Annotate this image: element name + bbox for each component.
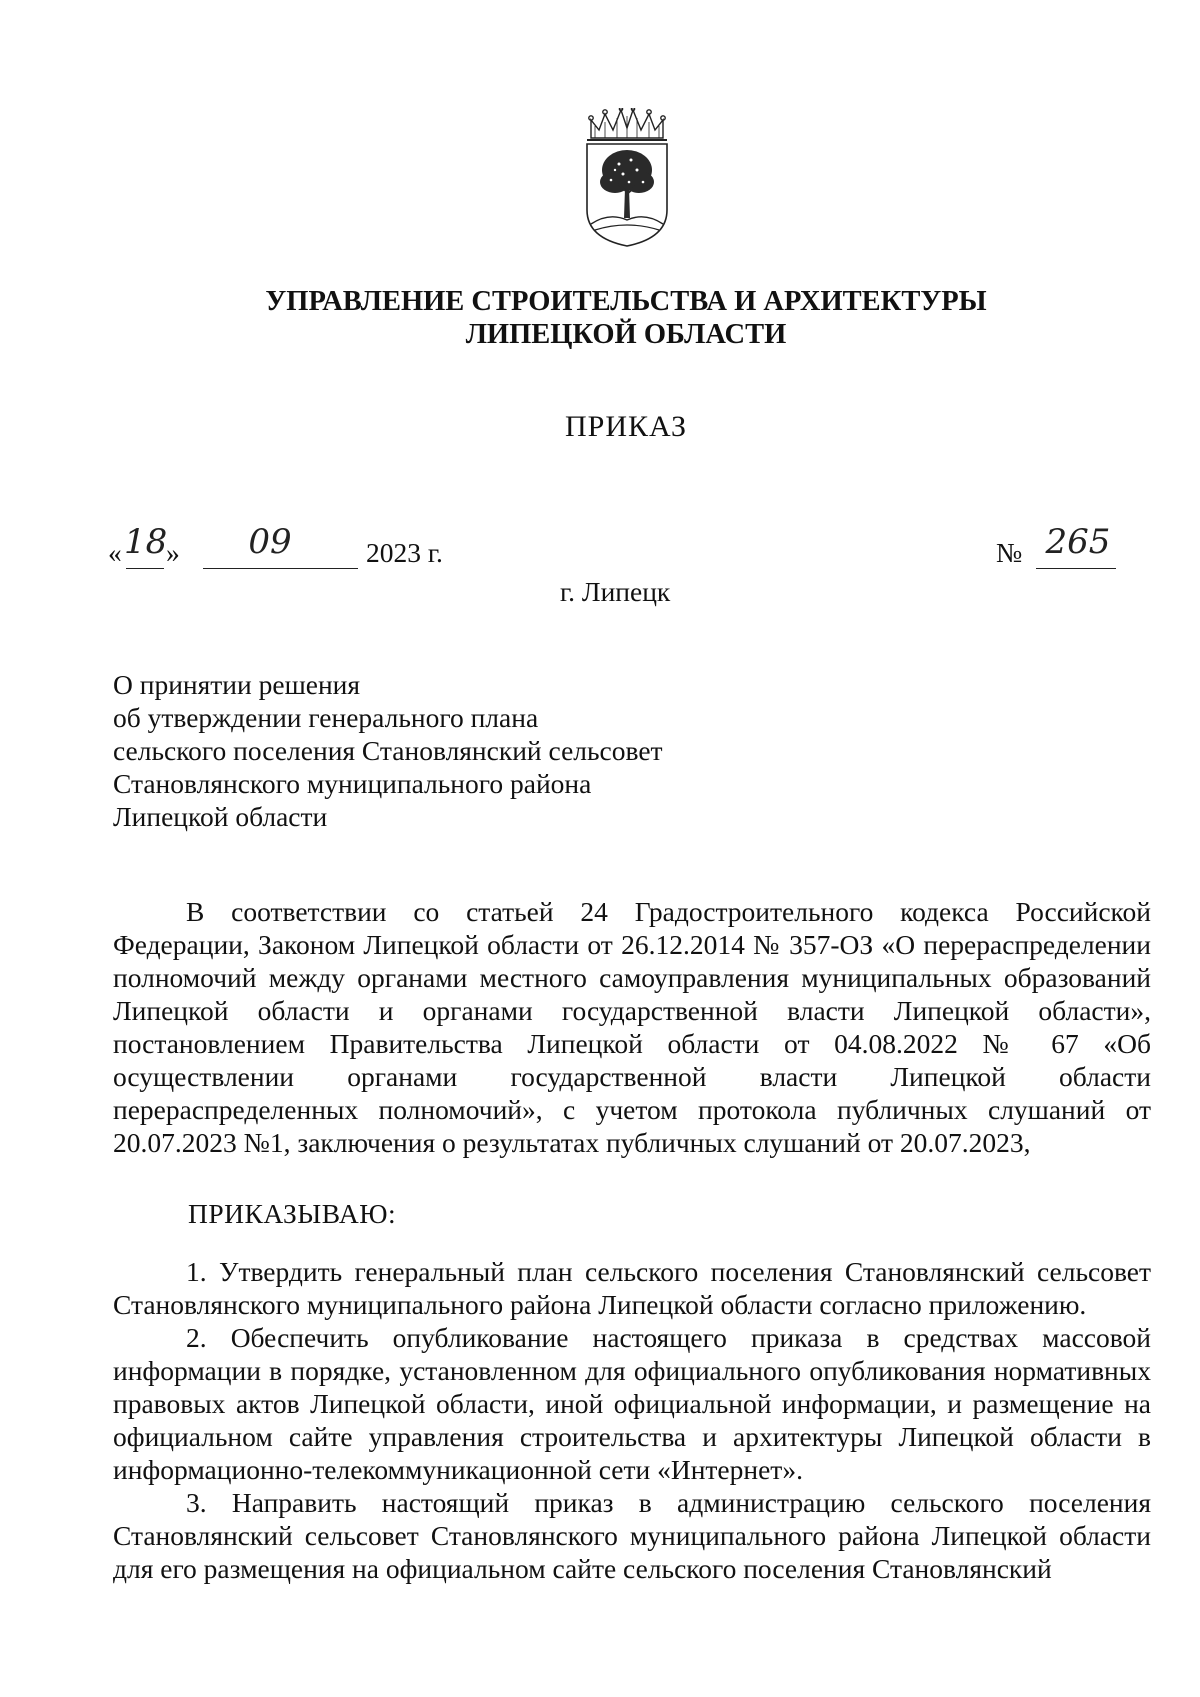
date-day-underline [126, 568, 164, 569]
order-number-sign: № [996, 537, 1023, 568]
date-month-underline [203, 568, 358, 569]
subject-line: об утверждении генерального плана [113, 702, 539, 733]
subject-line: Становлянского муниципального района [113, 768, 592, 799]
preamble-paragraph: В соответствии со статьей 24 Градостроительного кодекса Российской Федерации, Законом Липецкой области от 26.12.2014 № 357-ОЗ «О перераспределении полномочий между органами местного самоуправления муниципальных образований Липецкой области и органами государственной власти Липецкой области», постановлением Правительства Липецкой области от 04.08.2022 № 67 «Об осуществлении органами государственной власти Липецкой области перераспределенных полномочий», с учетом протокола публичных слушаний от 20.07.2023 №1, заключения о результатах публичных слушаний от 20.07.2023, [113, 896, 1151, 1158]
date-quote-close: » [166, 537, 180, 568]
coat-of-arms-emblem [585, 108, 669, 248]
date-quote-open: « [108, 537, 122, 568]
date-month-handwritten: 09 [248, 522, 292, 562]
subject-line: Липецкой области [113, 801, 328, 832]
order-number-handwritten: 265 [1045, 522, 1111, 562]
order-item: 3. Направить настоящий приказ в администрацию сельского поселения Становлянский сельсовет Становлянского муниципального района Липецкой области для его размещения на официальном сайте сельского поселения Становлянский [113, 1487, 1151, 1584]
order-items [113, 1255, 1151, 1585]
city-name: г. Липецк [560, 576, 671, 607]
order-word: ПРИКАЗЫВАЮ: [188, 1198, 397, 1229]
date-day-handwritten: 18 [124, 522, 168, 562]
order-item: 1. Утвердить генеральный план сельского поселения Становлянский сельсовет Становлянского муниципального района Липецкой области согласно приложению. [113, 1256, 1151, 1320]
document-title: ПРИКАЗ [565, 410, 687, 443]
date-year: 2023 г. [366, 537, 443, 568]
organization-name-line2: ЛИПЕЦКОЙ ОБЛАСТИ [465, 319, 787, 350]
order-item: 2. Обеспечить опубликование настоящего приказа в средствах массовой информации в порядке, установленном для официального опубликования нормативных правовых актов Липецкой области, иной официальной информации, и размещение на официальном сайте управления строительства и архитектуры Липецкой области в информационно-телекоммуникационной сети «Интернет». [113, 1322, 1151, 1485]
subject-line: сельского поселения Становлянский сельсовет [113, 735, 663, 766]
preamble-block [113, 895, 1151, 1159]
order-subject [113, 668, 663, 833]
organization-name-line1: УПРАВЛЕНИЕ СТРОИТЕЛЬСТВА И АРХИТЕКТУРЫ [265, 286, 987, 317]
subject-line: О принятии решения [113, 669, 361, 700]
order-number-underline [1036, 568, 1116, 569]
